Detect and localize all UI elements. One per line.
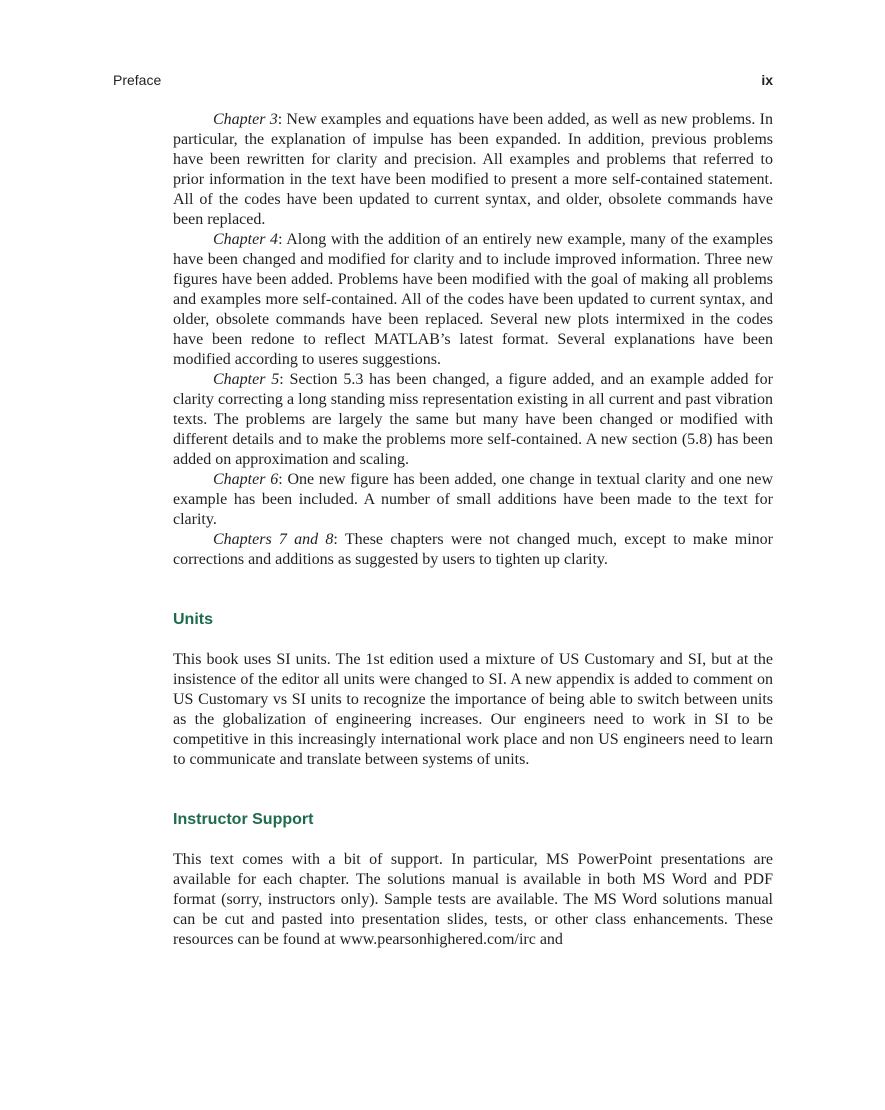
chapter-4-paragraph: [173, 230, 773, 370]
units-paragraph: This book uses SI units. The 1st edition used a mixture of US Customary and SI, but at the insistence of the editor all units were changed to SI. A new appendix is added to comment on US Customary vs SI units to recognize the importance of being able to switch between units as the globalization of engineering increases. Our engineers need to work in SI to be competitive in this increasingly international work place and non US engineers need to learn to communicate and translate between systems of units.: [173, 651, 773, 768]
chapters-7-8-label: Chapters 7 and 8: [213, 531, 334, 548]
chapter-6-paragraph: [173, 470, 773, 530]
chapter-3-text: : New examples and equations have been added, as well as new problems. In particular, the explanation of impulse has been expanded. In addition, previous problems have been rewritten for clarity and precision. All examples and problems that referred to prior information in the text have been modified to present a more self-contained statement. All of the codes have been updated to current syntax, and older, obsolete commands have been replaced.: [173, 111, 774, 228]
page-body: [173, 110, 773, 950]
chapter-3-label: Chapter 3: [213, 111, 278, 128]
instructor-support-paragraph: This text comes with a bit of support. In particular, MS PowerPoint presentations are available for each chapter. The solutions manual is available in both MS Word and PDF format (sorry, instructors only). Sample tests are available. The MS Word solutions manual can be cut and pasted into presentation slides, tests, or other class enhancements. These resources can be found at www.pearsonhighered.com/irc and: [173, 851, 773, 948]
chapter-5-label: Chapter 5: [213, 371, 280, 388]
chapter-3-paragraph: [173, 110, 773, 230]
page-number: ix: [761, 72, 773, 88]
chapter-6-text: : One new figure has been added, one change in textual clarity and one new example has been included. A number of small additions have been made to the text for clarity.: [173, 471, 773, 528]
chapter-4-text: : Along with the addition of an entirely new example, many of the examples have been changed and modified for clarity and to include improved information. Three new figures have been added. Problems have been modified with the goal of making all problems and examples more self-contained. All of the codes have been updated to current syntax, and older, obsolete commands have been replaced. Several new plots intermixed in the codes have been redone to reflect MATLAB’s latest format. Several explanations have been modified according to useres suggestions.: [173, 231, 773, 368]
instructor-support-heading: Instructor Support: [173, 811, 314, 828]
units-heading: Units: [173, 611, 213, 628]
running-head-section: Preface: [113, 72, 162, 88]
chapter-5-paragraph: [173, 370, 773, 470]
chapters-7-8-text: : These chapters were not changed much, except to make minor corrections and additions as suggested by users to tighten up clarity.: [173, 531, 774, 568]
chapters-7-8-paragraph: [173, 530, 773, 570]
chapter-5-text: : Section 5.3 has been changed, a figure added, and an example added for clarity correcting a long standing miss representation existing in all current and past vibration texts. The problems are largely the same but many have been changed or modified with different details and to make the problems more self-contained. A new section (5.8) has been added on approximation and scaling.: [173, 371, 773, 468]
chapter-4-label: Chapter 4: [213, 231, 279, 248]
running-head: [113, 72, 773, 92]
chapter-6-label: Chapter 6: [213, 471, 279, 488]
